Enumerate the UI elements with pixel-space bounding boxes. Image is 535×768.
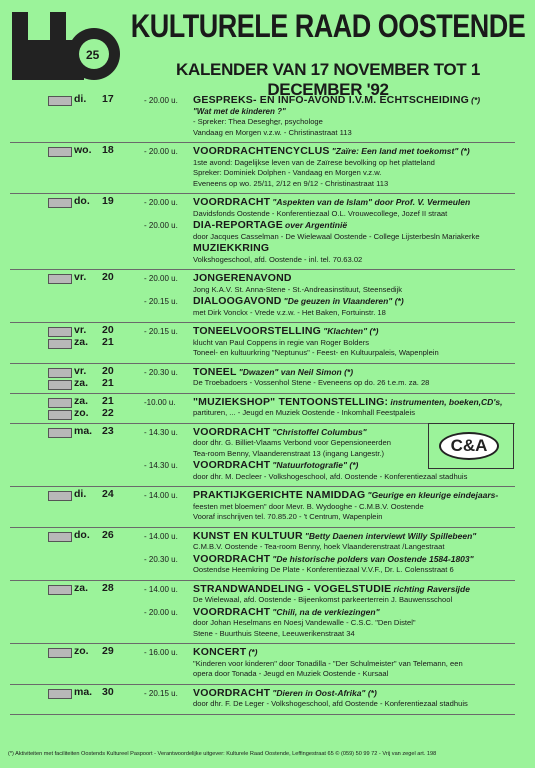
event-time: - 20.15 u. bbox=[144, 688, 178, 698]
event-title: DIALOOGAVOND bbox=[193, 295, 282, 307]
day-number: 26 bbox=[102, 528, 114, 541]
event-title: VOORDRACHT bbox=[193, 459, 271, 471]
event-detail: Tea-room Benny, Vlaanderenstraat 13 (ingang Langestr.) bbox=[193, 448, 385, 458]
day-name: zo. bbox=[74, 406, 89, 419]
event-title-suffix: (*) bbox=[471, 95, 481, 105]
day-name: wo. bbox=[74, 144, 92, 156]
day-number: 19 bbox=[102, 195, 114, 207]
event-detail: Eveneens op wo. 25/11, 2/12 en 9/12 - Christinastraat 113 bbox=[193, 178, 389, 188]
event-time: - 20.00 u. bbox=[144, 198, 178, 207]
event-detail: door Johan Heselmans en Noesj Vandewalle - C.S.C. "Den Distel" bbox=[193, 618, 416, 627]
day-number: 30 bbox=[102, 685, 114, 698]
calendar-event bbox=[10, 685, 515, 715]
event-title-suffix: "Geurige en kleurige eindejaars- bbox=[367, 490, 499, 500]
event-time: - 14.00 u. bbox=[144, 584, 178, 594]
event-title: MUZIEKKRING bbox=[193, 242, 270, 254]
event-time: - 14.30 u. bbox=[144, 427, 178, 437]
event-title: KONCERT bbox=[193, 646, 247, 658]
event-title: VOORDRACHTENCYCLUS bbox=[193, 145, 330, 157]
day-number: 29 bbox=[102, 645, 114, 657]
event-title: JONGERENAVOND bbox=[193, 272, 292, 284]
day-name: ma. bbox=[74, 685, 93, 698]
day-name: zo. bbox=[74, 645, 89, 657]
event-calendar bbox=[0, 92, 535, 715]
ca-logo-icon: C&A bbox=[439, 432, 499, 460]
calendar-event bbox=[10, 92, 515, 143]
event-block bbox=[10, 366, 515, 389]
calendar-event bbox=[10, 487, 515, 528]
event-detail: door dhr. M. Decleer - Volkshogeschool, afd. Oostende - Konferentiezaal stadhuis bbox=[193, 471, 468, 481]
event-detail: door dhr. G. Billiet-Vlaams Verbond voor Gepensioneerden bbox=[193, 438, 391, 447]
event-detail: De Wielewaal, afd. Oostende - Bijeenkomst parkeerterrein J. Bauwensschool bbox=[193, 595, 453, 604]
day-number: 22 bbox=[102, 406, 114, 419]
kro-logo bbox=[10, 10, 122, 82]
event-time: - 20.00 u. bbox=[144, 274, 178, 283]
event-detail: feesten met bloemen" door Mevr. B. Wydooghe - C.M.B.V. Oostende bbox=[193, 501, 424, 511]
day-name: za. bbox=[74, 376, 89, 389]
event-title: VOORDRACHT bbox=[193, 425, 271, 438]
event-title: TONEEL bbox=[193, 365, 237, 378]
event-block bbox=[10, 583, 515, 606]
event-title: DIA-REPORTAGE bbox=[193, 219, 283, 231]
event-title-suffix: "De geuzen in Vlaanderen" (*) bbox=[283, 296, 404, 306]
poster-subtitle: KALENDER VAN 17 NOVEMBER TOT 1 DECEMBER '92 bbox=[176, 60, 480, 99]
day-number: 23 bbox=[102, 424, 114, 437]
poster-title: KULTURELE RAAD OOSTENDE bbox=[130, 8, 526, 44]
event-title-suffix: "Chili, na de verkiezingen" bbox=[272, 606, 380, 617]
event-detail: Stene - Buurthuis Steene, Leeuwerikenstraat 34 bbox=[193, 628, 355, 638]
event-title-suffix: "Dieren in Oost-Afrika" (*) bbox=[272, 687, 377, 698]
event-detail: "Kinderen voor kinderen" door Tonadilla - "Der Schulmeister" van Telemann, een bbox=[193, 658, 463, 668]
day-name: do. bbox=[74, 195, 90, 207]
footer-note: (*) Aktiviteiten met faciliteiten Oostends Kultureel Paspoort - Verantwoordelijke uitgever: Kulturele Raad Oostende, Leffingestraat 65 © (059) 50 99 72 - Vrij van zegel art. 198 bbox=[8, 751, 437, 757]
event-block bbox=[10, 606, 515, 640]
event-block bbox=[10, 295, 515, 318]
event-block bbox=[10, 396, 515, 419]
logo-number: 25 bbox=[86, 48, 100, 62]
event-title: KUNST EN KULTUUR bbox=[193, 529, 303, 542]
event-title-suffix: "Dwazen" van Neil Simon (*) bbox=[238, 366, 354, 377]
event-detail: klucht van Paul Coppens in regie van Roger Bolders bbox=[193, 337, 370, 347]
event-time: - 14.00 u. bbox=[144, 531, 178, 541]
event-detail: De Troebadoers - Vossenhol Stene - Eveneens op do. 26 t.e.m. za. 28 bbox=[193, 378, 430, 387]
day-name: vr. bbox=[74, 271, 87, 283]
calendar-event bbox=[10, 581, 515, 645]
event-time: - 20.30 u. bbox=[144, 554, 178, 564]
event-block bbox=[10, 646, 515, 680]
event-detail: Spreker: Dominiek Dolphen - Vandaag en Morgen v.z.w. bbox=[193, 168, 382, 177]
event-time: - 20.00 u. bbox=[144, 607, 178, 617]
day-number: 20 bbox=[102, 271, 114, 283]
calendar-event bbox=[10, 194, 515, 270]
event-detail: C.M.B.V. Oostende - Tea-room Benny, hoek Vlaanderenstraat /Langestraat bbox=[193, 542, 445, 551]
event-title-suffix: instrumenten, boeken,CD's, bbox=[390, 396, 503, 407]
sponsor-logo bbox=[428, 423, 514, 469]
event-title: VOORDRACHT bbox=[193, 552, 271, 565]
event-title-suffix: "Zaïre: Een land met toekomst" (*) bbox=[331, 146, 470, 156]
event-detail: door Jacques Casselman - De Wielewaal Oostende - College Lijsterbesln Mariakerke bbox=[193, 231, 480, 241]
event-detail: Vandaag en Morgen v.z.w. - Christinastraat 113 bbox=[193, 127, 352, 137]
event-detail: - Spreker: Thea Deseghe̲r, psychologe bbox=[193, 117, 323, 126]
day-name: za. bbox=[74, 581, 89, 594]
event-detail: opera door Tonada - Jeugd en Muziek Oostende - Kursaal bbox=[193, 669, 389, 678]
event-detail: Davidsfonds Oostende - Konferentiezaal O.L. Vrouwecollege, Jozef II straat bbox=[193, 208, 448, 218]
day-name: vr. bbox=[74, 364, 87, 377]
day-name: vr. bbox=[74, 324, 87, 336]
day-name: di. bbox=[74, 488, 87, 500]
day-name: ma. bbox=[74, 424, 93, 437]
event-title: PRAKTIJKGERICHTE NAMIDDAG bbox=[193, 489, 366, 501]
event-detail: Toneel- en kultuurkring "Neptunus" - Feest- en Kultuurpaleis, Wapenplein bbox=[193, 348, 439, 357]
event-title-suffix: "Betty Daenen interviewt Willy Spillebeen" bbox=[304, 530, 477, 541]
calendar-event bbox=[10, 644, 515, 685]
event-block bbox=[10, 325, 515, 359]
event-title: GESPREKS- EN INFO-AVOND I.V.M. ECHTSCHEIDING bbox=[193, 94, 469, 106]
event-detail: Oostendse Heemkring De Plate - Konferentiezaal V.V.F., Dr. L. Colensstraat 6 bbox=[193, 565, 454, 574]
event-detail: met Dirk Vonckx - Vrede v.z.w. - Het Baken, Fortuinstr. 18 bbox=[193, 307, 386, 317]
event-detail: 1ste avond: Dagelijkse leven van de Zaïrese bevolking op het platteland bbox=[193, 157, 435, 167]
event-time: - 14.30 u. bbox=[144, 461, 178, 470]
day-name: za. bbox=[74, 336, 89, 348]
event-title: STRANDWANDELING - VOGELSTUDIE bbox=[193, 582, 392, 595]
event-time: - 20.15 u. bbox=[144, 297, 178, 306]
event-time: - 20.00 u. bbox=[144, 96, 178, 105]
calendar-event bbox=[10, 270, 515, 323]
day-number: 21 bbox=[102, 394, 114, 407]
event-title-suffix: "Aspekten van de Islam" door Prof. V. Vermeulen bbox=[272, 197, 471, 207]
day-number: 24 bbox=[102, 488, 114, 500]
event-time: - 16.00 u. bbox=[144, 648, 178, 657]
event-title-suffix: "De historische polders van Oostende 1584-1803" bbox=[272, 553, 474, 564]
event-title-suffix: (*) bbox=[248, 647, 258, 657]
event-block bbox=[10, 219, 515, 242]
event-time: -10.00 u. bbox=[144, 397, 176, 407]
event-title-suffix: "Christoffel Columbus" bbox=[272, 426, 367, 437]
day-number: 28 bbox=[102, 581, 114, 594]
calendar-event bbox=[10, 323, 515, 364]
event-block bbox=[10, 94, 515, 138]
event-detail: partituren, ... - Jeugd en Muziek Oostende - Inkomhall Feestpaleis bbox=[193, 408, 416, 417]
day-number: 21 bbox=[102, 336, 114, 348]
event-block bbox=[10, 196, 515, 219]
event-title: VOORDRACHT bbox=[193, 605, 271, 618]
day-number: 20 bbox=[102, 324, 114, 336]
event-title: VOORDRACHT bbox=[193, 196, 271, 208]
event-block bbox=[10, 242, 515, 265]
day-name: za. bbox=[74, 394, 89, 407]
event-title: TONEELVOORSTELLING bbox=[193, 325, 322, 337]
event-time: - 14.00 u. bbox=[144, 491, 178, 500]
event-title: VOORDRACHT bbox=[193, 686, 271, 699]
event-time: - 20.30 u. bbox=[144, 367, 178, 377]
event-block bbox=[10, 145, 515, 189]
event-detail: door dhr. F. De Leger - Volkshogeschool, afd Oostende - Konferentiezaal stadhuis bbox=[193, 699, 468, 708]
event-quote: "Wat met de kinderen ?" bbox=[193, 106, 286, 116]
event-time: - 20.00 u. bbox=[144, 221, 178, 230]
event-detail: Volkshogeschool, afd. Oostende - inl. tel. 70.63.02 bbox=[193, 254, 363, 264]
calendar-event bbox=[10, 143, 515, 194]
event-title-suffix: "Natuurfotografie" (*) bbox=[272, 460, 359, 470]
event-title-suffix: richting Raversijde bbox=[393, 583, 470, 594]
event-block bbox=[10, 530, 515, 553]
event-detail: Vooraf inschrijven tel. 70.85.20 - 't Centrum, Wapenplein bbox=[193, 512, 383, 521]
event-detail: Jong K.A.V. St. Anna-Stene - St.-Andreasinstituut, Steensedijk bbox=[193, 284, 403, 294]
day-number: 21 bbox=[102, 376, 114, 389]
day-name: do. bbox=[74, 528, 90, 541]
calendar-event bbox=[10, 394, 515, 424]
event-title: "MUZIEKSHOP" TENTOONSTELLING: bbox=[193, 395, 389, 408]
event-title-suffix: over Argentinië bbox=[285, 220, 348, 230]
calendar-event bbox=[10, 528, 515, 581]
event-block bbox=[10, 553, 515, 576]
calendar-event bbox=[10, 364, 515, 394]
event-block bbox=[10, 687, 515, 710]
day-number: 20 bbox=[102, 364, 114, 377]
event-block bbox=[10, 489, 515, 523]
event-time: - 20.00 u. bbox=[144, 147, 178, 156]
day-name: di. bbox=[74, 93, 87, 105]
day-number: 17 bbox=[102, 93, 114, 105]
day-number: 18 bbox=[102, 144, 114, 156]
event-block bbox=[10, 272, 515, 295]
event-title-suffix: "Klachten" (*) bbox=[323, 326, 379, 336]
event-time: - 20.15 u. bbox=[144, 327, 178, 336]
